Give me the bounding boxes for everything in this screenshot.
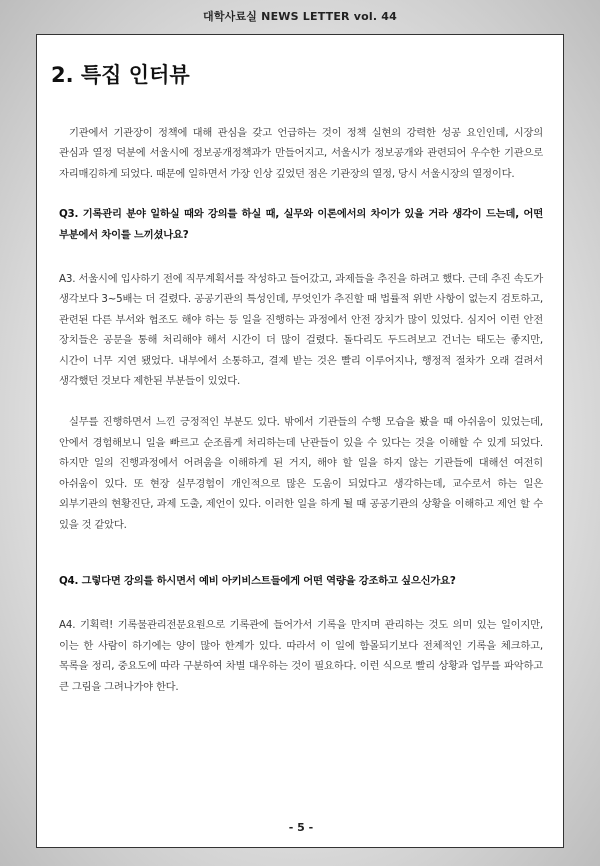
page	[36, 34, 564, 848]
question-q4: Q4. 그렇다면 강의를 하시면서 예비 아키비스트들에게 어떤 역량을 강조하고 싶으신가요?	[59, 574, 456, 587]
answer-a3-paragraph-2: 실무를 진행하면서 느낀 긍정적인 부분도 있다. 밖에서 기관들의 수행 모습을 봤을 때 아쉬움이 있었는데, 안에서 경험해보니 일을 빠르고 순조롭게 처리하는데 난관들이 있을 수 있다는 것을 이해할 수 있게 되었다. 하지만 일의 진행과정에서 어려움을 이해하게 된 거지, 해야 할 일을 하지 않는 기관들에 대해선 여전히 아쉬움이 있다. 또 현장 실무경험이 개인적으로 많은 도움이 되었다고 생각하는데, 교수로서 하는 일은 외부기관의 현황진단, 과제 도출, 제언이 있다. 이러한 일을 하게 될 때 공공기관의 상황을 이해하고 제언 할 수 있을 것 같았다.	[59, 416, 543, 531]
newsletter-header: 대학사료실 NEWS LETTER vol. 44	[203, 10, 397, 23]
intro-paragraph: 기관에서 기관장이 정책에 대해 관심을 갖고 언급하는 것이 정책 실현의 강력한 성공 요인인데, 시장의 관심과 열정 덕분에 서울시에 정보공개정책과가 만들어지고, 서울시가 정보공개와 관련되어 우수한 기관으로 자리매김하게 되었다. 때문에 일하면서 가장 인상 깊었던 점은 기관장의 열정, 당시 서울시장의 열정이다.	[59, 127, 543, 180]
article-body	[59, 123, 543, 697]
question-q3: Q3. 기록관리 분야 일하실 때와 강의를 하실 때, 실무와 이론에서의 차이가 있을 거라 생각이 드는데, 어떤 부분에서 차이를 느끼셨나요?	[59, 208, 543, 241]
page-number: - 5 -	[288, 821, 314, 834]
page-title: 2. 특집 인터뷰	[51, 63, 190, 87]
answer-a3-paragraph-1: A3. 서울시에 입사하기 전에 직무계획서를 작성하고 들어갔고, 과제들을 추진을 하려고 했다. 근데 추진 속도가 생각보다 3~5배는 더 걸렸다. 공공기관의 특성인데, 무엇인가 추진할 때 법률적 위반 사항이 없는지 검토하고, 관련된 다른 부서와 협조도 해야 하는 등 일을 진행하는 과정에서 안전 장치가 많이 있었다. 심지어 이런 안전 장치들은 공문을 통해 처리해야 해서 시간이 더 많이 걸렸다. 돌다리도 두드려보고 건너는 태도는 좋지만, 시간이 너무 지연 됐었다. 내부에서 소통하고, 결제 받는 것은 빨리 이루어지나, 행정적 절차가 오래 걸려서 생각했던 것보다 제한된 부분들이 있었다.	[59, 273, 543, 388]
answer-a4-paragraph: A4. 기획력! 기록물관리전문요원으로 기록관에 들어가서 기록을 만지며 관리하는 것도 의미 있는 일이지만, 이는 한 사람이 하기에는 양이 많아 한계가 있다. 따라서 이 일에 함몰되기보다 전체적인 기록을 체크하고, 목록을 정리, 중요도에 따라 구분하여 차별 대우하는 것이 필요하다. 이런 식으로 빨리 상황과 업무를 파악하고 큰 그림을 그려나가야 한다.	[59, 619, 543, 693]
